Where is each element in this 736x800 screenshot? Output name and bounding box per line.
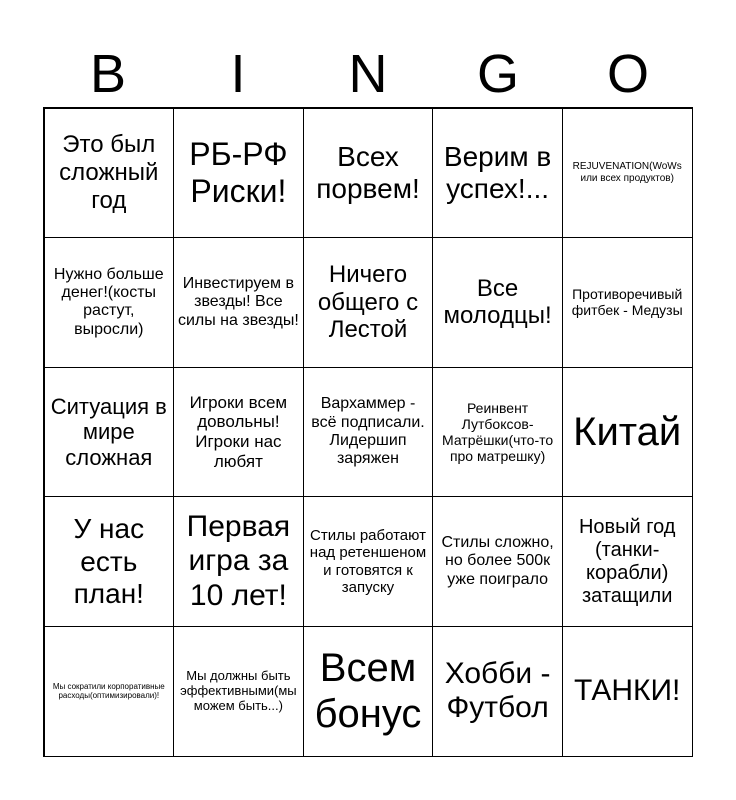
bingo-cell[interactable]: Реинвент Лутбоксов-Матрёшки(что-то про матрешку) <box>432 367 563 498</box>
bingo-cell[interactable]: Всех порвем! <box>303 108 434 239</box>
bingo-cell[interactable]: Вархаммер - всё подписали. Лидершип заряжен <box>303 367 434 498</box>
header-letter-i: I <box>230 44 246 104</box>
header-letter-b: B <box>89 44 127 104</box>
bingo-cell[interactable]: Верим в успех!... <box>432 108 563 239</box>
bingo-cell[interactable]: Ситуация в мире сложная <box>44 367 175 498</box>
bingo-cell[interactable]: Стилы работают над ретеншеном и готовятся к запуску <box>303 496 434 627</box>
bingo-cell[interactable]: Новый год (танки-корабли) затащили <box>562 496 693 627</box>
bingo-cell[interactable]: Все молодцы! <box>432 237 563 368</box>
bingo-header <box>43 42 693 106</box>
bingo-cell[interactable]: Мы должны быть эффективными(мы можем быть...) <box>173 626 304 757</box>
bingo-cell[interactable]: Противоречивый фитбек - Медузы <box>562 237 693 368</box>
bingo-cell[interactable]: Китай <box>562 367 693 498</box>
bingo-cell[interactable]: Инвестируем в звезды! Все силы на звезды! <box>173 237 304 368</box>
bingo-cell[interactable]: Первая игра за 10 лет! <box>173 496 304 627</box>
bingo-cell[interactable]: Игроки всем довольны! Игроки нас любят <box>173 367 304 498</box>
bingo-grid <box>43 107 693 757</box>
bingo-cell[interactable]: РБ-РФ Риски! <box>173 108 304 239</box>
header-letter-g: G <box>476 44 519 104</box>
bingo-cell[interactable]: REJUVENATION(WoWs или всех продуктов) <box>562 108 693 239</box>
bingo-cell[interactable]: Всем бонус <box>303 626 434 757</box>
bingo-cell[interactable]: Мы сократили корпоративные расходы(оптимизировали)! <box>44 626 175 757</box>
bingo-cell[interactable]: Стилы сложно, но более 500к уже поиграло <box>432 496 563 627</box>
bingo-cell[interactable]: Ничего общего с Лестой <box>303 237 434 368</box>
bingo-cell[interactable]: ТАНКИ! <box>562 626 693 757</box>
header-letter-o: O <box>606 44 649 104</box>
bingo-cell[interactable]: У нас есть план! <box>44 496 175 627</box>
bingo-cell[interactable]: Это был сложный год <box>44 108 175 239</box>
header-letter-n: N <box>348 44 388 104</box>
bingo-cell[interactable]: Хобби - Футбол <box>432 626 563 757</box>
bingo-cell[interactable]: Нужно больше денег!(косты растут, выросли) <box>44 237 175 368</box>
